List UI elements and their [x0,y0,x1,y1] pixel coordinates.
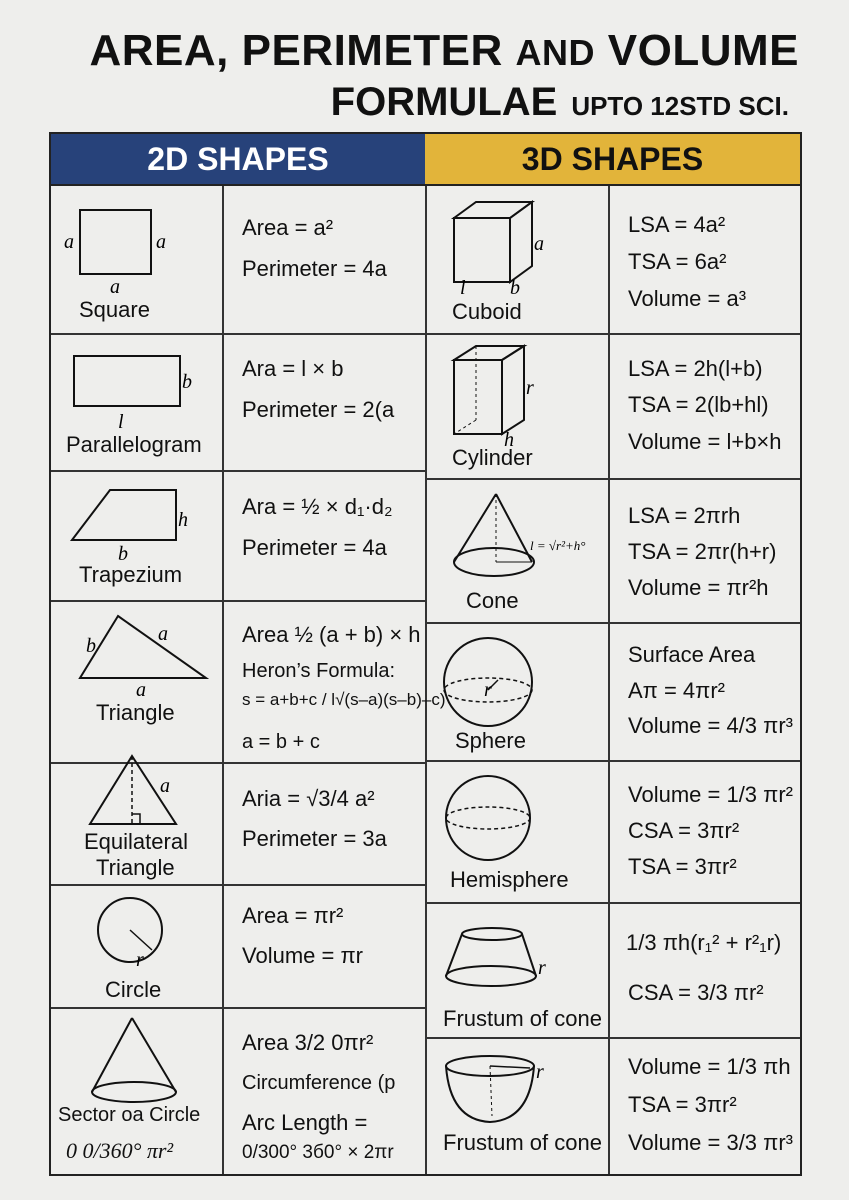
formula: Heron’s Formula: [242,660,396,682]
triangle-diagram [60,608,220,701]
shape-name-sector: Sector oa Circle [58,1104,201,1126]
divider [427,760,800,762]
shape-name-square: Square [79,297,150,322]
cylinder-diagram [440,342,600,451]
divider [427,1037,800,1039]
formula: Volume = 3/3 πr³ [628,1130,793,1155]
cuboid-label: a [534,233,544,255]
formula: Area ½ (a + b) × h [242,622,421,647]
shape-name-cone: Cone [466,588,519,613]
formula: Perimeter = 2(a [242,397,395,422]
triangle-label: a [158,623,168,645]
divider [51,470,425,472]
divider [427,622,800,624]
shape-name-equilateral: Equilateral [84,829,188,854]
formula: Volume = 1/3 πh [628,1054,791,1079]
cone-diagram [440,490,610,590]
formula: a = b + c [242,731,320,753]
shape-name-sphere: Sphere [455,728,526,753]
hemisphere-diagram [440,772,600,872]
formula: 1/3 πh(r₁² + r²₁r) [626,930,782,955]
divider [51,884,425,886]
divider [51,1007,425,1009]
frustum-bowl-diagram [440,1050,600,1140]
shape-name-triangle: Triangle [96,700,175,725]
sector-diagram [60,1014,220,1099]
formula: Area = πr² [242,903,344,928]
divider [427,902,800,904]
frustum-label: r [536,1061,544,1083]
formula: Aπ = 4πr² [628,678,725,703]
parallelogram-label: l [118,411,124,433]
parallelogram-label: b [182,371,192,393]
formula: Circumference (p [242,1072,396,1094]
shape-name-circle: Circle [105,977,162,1002]
formula: LSA = 2h(l+b) [628,356,763,381]
sphere-diagram [440,632,600,732]
formula: Perimeter = 3a [242,826,387,851]
formula: TSA = 2(lb+hl) [628,392,769,417]
shape-name-cuboid: Cuboid [452,299,522,324]
shape-name-trapezium: Trapezium [79,562,183,587]
trapezium-label: h [178,509,188,531]
formula: LSA = 2πrh [628,503,741,528]
formula: Area 3/2 0πr² [242,1030,374,1055]
divider [51,600,425,602]
formula: s = a+b+c / l√(s–a)(s–b)–c) [242,690,446,709]
shape-name-parallelogram: Parallelogram [66,432,202,457]
formula: Ara = l × b [242,356,344,381]
square-side-label: a [110,276,120,298]
circle-label: r [136,949,144,971]
formula: TSA = 6a² [628,249,727,274]
shape-name-hemisphere: Hemisphere [450,867,569,892]
title-subtitle: UPTO 12STD SCI. [571,91,789,121]
formula: Aria = √3/4 a² [242,786,375,811]
formula: Perimeter = 4a [242,535,387,560]
formula: Volume = 1/3 πr² [628,782,793,807]
formula: Area = a² [242,215,334,240]
formula: Arc Length = [242,1110,368,1135]
title-formulae: FORMULAE [330,80,558,124]
divider [427,333,800,335]
cone-label: l = √r²+h° [530,538,586,553]
frustum-diagram [440,920,600,1010]
formula: TSA = 3πr² [628,854,737,879]
formula: LSA = 4a² [628,212,726,237]
formula: CSA = 3/3 πr² [628,980,764,1005]
shape-name-equilateral: Triangle [96,855,175,880]
header-2d-shapes: 2D SHAPES [49,132,427,186]
formula: CSA = 3πr² [628,818,740,843]
shape-name-frustum: Frustum of cone [443,1006,602,1031]
formula: 0 0/360° πr² [66,1138,174,1163]
title-line-2 [0,80,789,125]
formula: TSA = 2πr(h+r) [628,539,777,564]
triangle-label: b [86,635,96,657]
shape-name-cylinder: Cylinder [452,445,533,470]
square-diagram [60,200,210,300]
divider [51,333,425,335]
trapezium-label: b [118,543,128,565]
divider [427,478,800,480]
header-3d-shapes: 3D SHAPES [425,132,802,186]
circle-diagram [60,892,220,972]
equilateral-label: a [160,775,170,797]
formula: Volume = 4/3 πr³ [628,713,793,738]
formula: Ara = ½ × d₁·d₂ [242,494,393,519]
formula: Perimeter = 4a [242,256,387,281]
cylinder-label: r [526,377,534,399]
triangle-label: a [136,679,146,701]
shape-name-frustum: Frustum of cone [443,1130,602,1155]
cuboid-label: l [460,277,466,299]
cuboid-label: b [510,277,520,299]
title-volume: VOLUME [607,26,799,75]
formula: Volume = πr²h [628,575,769,600]
sphere-label: r [484,679,492,701]
formula: Volume = a³ [628,286,747,311]
equilateral-triangle-diagram [60,752,220,832]
frustum-label: r [538,957,546,979]
trapezium-diagram [60,480,210,565]
formula: Volume = l+b×h [628,429,782,454]
title-line-1 [0,26,799,76]
formula: TSA = 3πr² [628,1092,737,1117]
formula: 0/300° 3б0° × 2πr [242,1142,394,1163]
cuboid-diagram [440,196,600,299]
formula: Surface Area [628,642,756,667]
square-side-label: a [64,231,74,253]
parallelogram-diagram [60,348,210,433]
square-side-label: a [156,231,166,253]
title-main: AREA, PERIMETER [89,26,503,75]
cylinder-label: h [504,429,514,451]
formula: Volume = πr [242,943,363,968]
title-and: AND [515,32,596,73]
